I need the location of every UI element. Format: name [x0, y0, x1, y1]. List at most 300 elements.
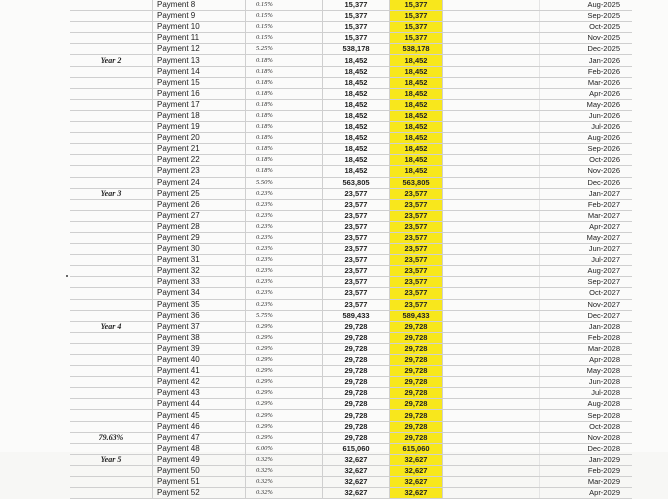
highlighted-amount: 29,728	[390, 366, 443, 377]
highlighted-amount: 29,728	[390, 432, 443, 443]
table-row	[70, 166, 632, 177]
empty-cell	[443, 88, 540, 99]
payment-label: Payment 25	[153, 188, 246, 199]
table-row	[70, 110, 632, 121]
payment-date: Sep-2025	[540, 11, 633, 22]
empty-cell	[443, 55, 540, 66]
year-label	[70, 144, 153, 155]
empty-cell	[443, 110, 540, 121]
empty-cell	[443, 33, 540, 44]
table-row	[70, 133, 632, 144]
table-row	[70, 77, 632, 88]
payment-date: Jun-2026	[540, 110, 633, 121]
payment-date: Sep-2026	[540, 144, 633, 155]
highlighted-amount: 32,627	[390, 465, 443, 476]
empty-cell	[443, 44, 540, 55]
payment-date: Jul-2027	[540, 255, 633, 266]
empty-cell	[443, 454, 540, 465]
empty-cell	[443, 399, 540, 410]
amount-value: 18,452	[323, 144, 390, 155]
highlighted-amount: 32,627	[390, 454, 443, 465]
rate-value: 0.32%	[246, 454, 323, 465]
table-row	[70, 299, 632, 310]
rate-value: 0.23%	[246, 210, 323, 221]
rate-value: 0.15%	[246, 0, 323, 11]
payment-date: Feb-2029	[540, 465, 633, 476]
year-label	[70, 122, 153, 133]
payment-date: Aug-2028	[540, 399, 633, 410]
year-label: 79.63%	[70, 432, 153, 443]
table-row	[70, 432, 632, 443]
payment-label: Payment 17	[153, 99, 246, 110]
payment-label: Payment 24	[153, 177, 246, 188]
amount-value: 15,377	[323, 0, 390, 11]
empty-cell	[443, 188, 540, 199]
amount-value: 18,452	[323, 66, 390, 77]
rate-value: 5.50%	[246, 177, 323, 188]
payment-date: Feb-2026	[540, 66, 633, 77]
year-label	[70, 244, 153, 255]
highlighted-amount: 18,452	[390, 66, 443, 77]
highlighted-amount: 18,452	[390, 144, 443, 155]
payment-date: May-2028	[540, 366, 633, 377]
rate-value: 0.18%	[246, 55, 323, 66]
year-label	[70, 88, 153, 99]
rate-value: 0.18%	[246, 166, 323, 177]
payment-label: Payment 28	[153, 221, 246, 232]
highlighted-amount: 32,627	[390, 488, 443, 499]
payment-label: Payment 23	[153, 166, 246, 177]
payment-date: Nov-2028	[540, 432, 633, 443]
year-label	[70, 99, 153, 110]
payment-date: Dec-2025	[540, 44, 633, 55]
year-label	[70, 33, 153, 44]
empty-cell	[443, 277, 540, 288]
amount-value: 23,577	[323, 299, 390, 310]
payment-date: Oct-2027	[540, 288, 633, 299]
margin-mark	[66, 275, 68, 277]
payment-schedule-table	[70, 0, 632, 499]
payment-date: May-2026	[540, 99, 633, 110]
rate-value: 5.25%	[246, 44, 323, 55]
empty-cell	[443, 133, 540, 144]
rate-value: 0.18%	[246, 122, 323, 133]
amount-value: 23,577	[323, 244, 390, 255]
amount-value: 29,728	[323, 366, 390, 377]
payment-date: Dec-2026	[540, 177, 633, 188]
empty-cell	[443, 465, 540, 476]
table-row	[70, 266, 632, 277]
year-label	[70, 421, 153, 432]
year-label	[70, 0, 153, 11]
rate-value: 0.23%	[246, 288, 323, 299]
table-row	[70, 244, 632, 255]
highlighted-amount: 29,728	[390, 388, 443, 399]
payment-label: Payment 8	[153, 0, 246, 11]
rate-value: 0.29%	[246, 366, 323, 377]
year-label	[70, 410, 153, 421]
highlighted-amount: 18,452	[390, 166, 443, 177]
payment-date: Jan-2027	[540, 188, 633, 199]
year-label	[70, 332, 153, 343]
table-row	[70, 277, 632, 288]
rate-value: 0.18%	[246, 77, 323, 88]
highlighted-amount: 23,577	[390, 255, 443, 266]
payment-label: Payment 51	[153, 477, 246, 488]
highlighted-amount: 538,178	[390, 44, 443, 55]
rate-value: 0.29%	[246, 388, 323, 399]
table-row	[70, 454, 632, 465]
highlighted-amount: 23,577	[390, 221, 443, 232]
schedule-body	[70, 0, 632, 499]
payment-date: Apr-2026	[540, 88, 633, 99]
amount-value: 589,433	[323, 310, 390, 321]
payment-date: Nov-2025	[540, 33, 633, 44]
payment-label: Payment 15	[153, 77, 246, 88]
payment-date: Jan-2028	[540, 321, 633, 332]
rate-value: 0.18%	[246, 66, 323, 77]
empty-cell	[443, 199, 540, 210]
year-label	[70, 155, 153, 166]
year-label: Year 5	[70, 454, 153, 465]
highlighted-amount: 23,577	[390, 199, 443, 210]
payment-label: Payment 26	[153, 199, 246, 210]
highlighted-amount: 18,452	[390, 88, 443, 99]
payment-date: Sep-2027	[540, 277, 633, 288]
highlighted-amount: 18,452	[390, 99, 443, 110]
payment-date: Apr-2027	[540, 221, 633, 232]
table-row	[70, 55, 632, 66]
empty-cell	[443, 488, 540, 499]
highlighted-amount: 15,377	[390, 22, 443, 33]
highlighted-amount: 29,728	[390, 410, 443, 421]
highlighted-amount: 23,577	[390, 188, 443, 199]
rate-value: 0.18%	[246, 110, 323, 121]
rate-value: 0.18%	[246, 155, 323, 166]
payment-label: Payment 18	[153, 110, 246, 121]
payment-label: Payment 39	[153, 343, 246, 354]
payment-date: Dec-2028	[540, 443, 633, 454]
rate-value: 6.00%	[246, 443, 323, 454]
payment-label: Payment 12	[153, 44, 246, 55]
highlighted-amount: 18,452	[390, 122, 443, 133]
table-row	[70, 332, 632, 343]
empty-cell	[443, 144, 540, 155]
payment-date: Mar-2029	[540, 477, 633, 488]
rate-value: 0.23%	[246, 255, 323, 266]
year-label	[70, 177, 153, 188]
payment-label: Payment 11	[153, 33, 246, 44]
table-row	[70, 155, 632, 166]
year-label	[70, 77, 153, 88]
payment-label: Payment 37	[153, 321, 246, 332]
payment-label: Payment 52	[153, 488, 246, 499]
table-row	[70, 221, 632, 232]
amount-value: 29,728	[323, 421, 390, 432]
table-row	[70, 33, 632, 44]
table-row	[70, 377, 632, 388]
amount-value: 15,377	[323, 11, 390, 22]
highlighted-amount: 18,452	[390, 77, 443, 88]
empty-cell	[443, 388, 540, 399]
rate-value: 0.32%	[246, 488, 323, 499]
table-row	[70, 122, 632, 133]
highlighted-amount: 23,577	[390, 210, 443, 221]
payment-label: Payment 9	[153, 11, 246, 22]
rate-value: 0.18%	[246, 133, 323, 144]
payment-date: Mar-2028	[540, 343, 633, 354]
rate-value: 0.29%	[246, 332, 323, 343]
payment-label: Payment 29	[153, 232, 246, 243]
year-label	[70, 199, 153, 210]
payment-date: Jun-2028	[540, 377, 633, 388]
payment-date: Feb-2028	[540, 332, 633, 343]
empty-cell	[443, 377, 540, 388]
table-row	[70, 366, 632, 377]
empty-cell	[443, 11, 540, 22]
table-row	[70, 343, 632, 354]
empty-cell	[443, 77, 540, 88]
year-label	[70, 343, 153, 354]
table-row	[70, 465, 632, 476]
payment-date: Aug-2025	[540, 0, 633, 11]
amount-value: 18,452	[323, 55, 390, 66]
table-row	[70, 232, 632, 243]
payment-label: Payment 50	[153, 465, 246, 476]
payment-label: Payment 45	[153, 410, 246, 421]
payment-label: Payment 40	[153, 355, 246, 366]
highlighted-amount: 29,728	[390, 421, 443, 432]
amount-value: 563,805	[323, 177, 390, 188]
amount-value: 32,627	[323, 488, 390, 499]
year-label	[70, 11, 153, 22]
year-label	[70, 232, 153, 243]
rate-value: 0.18%	[246, 144, 323, 155]
year-label: Year 3	[70, 188, 153, 199]
table-row	[70, 66, 632, 77]
empty-cell	[443, 432, 540, 443]
rate-value: 0.29%	[246, 377, 323, 388]
amount-value: 18,452	[323, 133, 390, 144]
rate-value: 0.29%	[246, 410, 323, 421]
payment-date: Apr-2029	[540, 488, 633, 499]
rate-value: 0.23%	[246, 232, 323, 243]
rate-value: 0.29%	[246, 355, 323, 366]
empty-cell	[443, 255, 540, 266]
table-row	[70, 388, 632, 399]
payment-date: Oct-2026	[540, 155, 633, 166]
empty-cell	[443, 443, 540, 454]
payment-label: Payment 21	[153, 144, 246, 155]
payment-date: Aug-2026	[540, 133, 633, 144]
payment-label: Payment 36	[153, 310, 246, 321]
year-label	[70, 210, 153, 221]
rate-value: 0.23%	[246, 199, 323, 210]
year-label	[70, 266, 153, 277]
payment-date: Oct-2028	[540, 421, 633, 432]
table-row	[70, 321, 632, 332]
highlighted-amount: 18,452	[390, 110, 443, 121]
rate-value: 0.29%	[246, 399, 323, 410]
table-row	[70, 443, 632, 454]
payment-date: Jul-2026	[540, 122, 633, 133]
year-label	[70, 465, 153, 476]
empty-cell	[443, 221, 540, 232]
rate-value: 5.75%	[246, 310, 323, 321]
table-row	[70, 44, 632, 55]
payment-date: May-2027	[540, 232, 633, 243]
year-label	[70, 388, 153, 399]
empty-cell	[443, 477, 540, 488]
amount-value: 29,728	[323, 410, 390, 421]
amount-value: 29,728	[323, 332, 390, 343]
table-row	[70, 0, 632, 11]
amount-value: 23,577	[323, 221, 390, 232]
payment-label: Payment 38	[153, 332, 246, 343]
amount-value: 18,452	[323, 166, 390, 177]
payment-label: Payment 33	[153, 277, 246, 288]
rate-value: 0.18%	[246, 99, 323, 110]
empty-cell	[443, 166, 540, 177]
table-row	[70, 421, 632, 432]
rate-value: 0.23%	[246, 299, 323, 310]
amount-value: 23,577	[323, 188, 390, 199]
empty-cell	[443, 177, 540, 188]
year-label	[70, 66, 153, 77]
amount-value: 32,627	[323, 477, 390, 488]
amount-value: 32,627	[323, 465, 390, 476]
table-row	[70, 355, 632, 366]
year-label	[70, 310, 153, 321]
highlighted-amount: 18,452	[390, 155, 443, 166]
empty-cell	[443, 321, 540, 332]
payment-label: Payment 46	[153, 421, 246, 432]
payment-date: Oct-2025	[540, 22, 633, 33]
amount-value: 23,577	[323, 266, 390, 277]
empty-cell	[443, 421, 540, 432]
amount-value: 18,452	[323, 77, 390, 88]
highlighted-amount: 29,728	[390, 355, 443, 366]
payment-label: Payment 42	[153, 377, 246, 388]
highlighted-amount: 23,577	[390, 244, 443, 255]
empty-cell	[443, 122, 540, 133]
amount-value: 18,452	[323, 99, 390, 110]
empty-cell	[443, 244, 540, 255]
empty-cell	[443, 210, 540, 221]
rate-value: 0.15%	[246, 22, 323, 33]
table-row	[70, 477, 632, 488]
rate-value: 0.15%	[246, 11, 323, 22]
year-label	[70, 277, 153, 288]
payment-label: Payment 22	[153, 155, 246, 166]
amount-value: 23,577	[323, 232, 390, 243]
amount-value: 15,377	[323, 22, 390, 33]
year-label	[70, 488, 153, 499]
payment-label: Payment 19	[153, 122, 246, 133]
amount-value: 15,377	[323, 33, 390, 44]
year-label	[70, 166, 153, 177]
amount-value: 23,577	[323, 288, 390, 299]
payment-date: Nov-2027	[540, 299, 633, 310]
payment-label: Payment 48	[153, 443, 246, 454]
amount-value: 615,060	[323, 443, 390, 454]
rate-value: 0.29%	[246, 421, 323, 432]
amount-value: 23,577	[323, 210, 390, 221]
empty-cell	[443, 366, 540, 377]
highlighted-amount: 23,577	[390, 232, 443, 243]
year-label	[70, 399, 153, 410]
table-row	[70, 144, 632, 155]
rate-value: 0.23%	[246, 188, 323, 199]
highlighted-amount: 589,433	[390, 310, 443, 321]
amount-value: 29,728	[323, 343, 390, 354]
payment-date: Mar-2026	[540, 77, 633, 88]
year-label	[70, 443, 153, 454]
amount-value: 18,452	[323, 88, 390, 99]
highlighted-amount: 29,728	[390, 332, 443, 343]
amount-value: 29,728	[323, 321, 390, 332]
amount-value: 23,577	[323, 199, 390, 210]
year-label	[70, 355, 153, 366]
highlighted-amount: 32,627	[390, 477, 443, 488]
empty-cell	[443, 232, 540, 243]
payment-date: Dec-2027	[540, 310, 633, 321]
rate-value: 0.23%	[246, 277, 323, 288]
payment-label: Payment 49	[153, 454, 246, 465]
empty-cell	[443, 155, 540, 166]
table-row	[70, 88, 632, 99]
year-label	[70, 288, 153, 299]
amount-value: 29,728	[323, 432, 390, 443]
rate-value: 0.23%	[246, 244, 323, 255]
payment-label: Payment 16	[153, 88, 246, 99]
amount-value: 538,178	[323, 44, 390, 55]
highlighted-amount: 23,577	[390, 277, 443, 288]
rate-value: 0.29%	[246, 343, 323, 354]
year-label	[70, 366, 153, 377]
empty-cell	[443, 266, 540, 277]
table-row	[70, 199, 632, 210]
highlighted-amount: 23,577	[390, 266, 443, 277]
empty-cell	[443, 332, 540, 343]
table-row	[70, 488, 632, 499]
highlighted-amount: 15,377	[390, 0, 443, 11]
empty-cell	[443, 343, 540, 354]
highlighted-amount: 29,728	[390, 377, 443, 388]
table-row	[70, 22, 632, 33]
rate-value: 0.32%	[246, 465, 323, 476]
year-label	[70, 477, 153, 488]
payment-date: Sep-2028	[540, 410, 633, 421]
table-row	[70, 210, 632, 221]
highlighted-amount: 563,805	[390, 177, 443, 188]
payment-label: Payment 43	[153, 388, 246, 399]
rate-value: 0.15%	[246, 33, 323, 44]
highlighted-amount: 29,728	[390, 399, 443, 410]
table-row	[70, 177, 632, 188]
payment-date: Nov-2026	[540, 166, 633, 177]
table-row	[70, 11, 632, 22]
payment-label: Payment 20	[153, 133, 246, 144]
payment-date: Jun-2027	[540, 244, 633, 255]
empty-cell	[443, 288, 540, 299]
highlighted-amount: 15,377	[390, 33, 443, 44]
rate-value: 0.18%	[246, 88, 323, 99]
payment-label: Payment 13	[153, 55, 246, 66]
rate-value: 0.32%	[246, 477, 323, 488]
amount-value: 23,577	[323, 277, 390, 288]
payment-date: Feb-2027	[540, 199, 633, 210]
